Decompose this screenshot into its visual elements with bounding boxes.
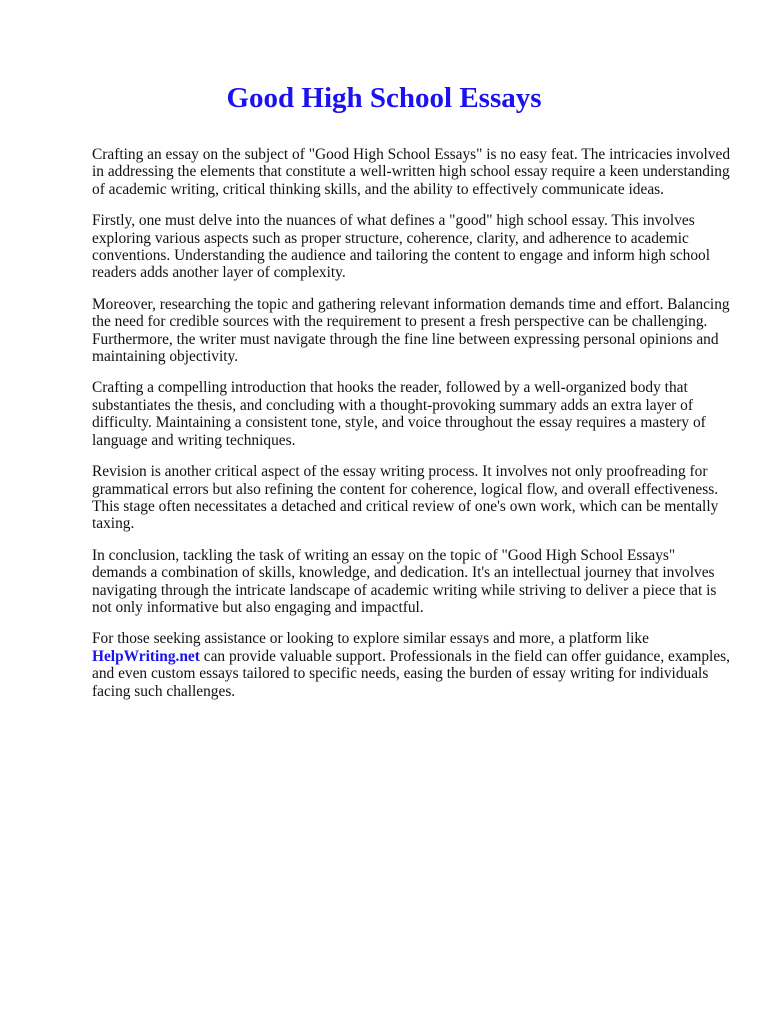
paragraph-closing — [92, 630, 732, 700]
paragraph-intro: Crafting an essay on the subject of "Good High School Essays" is no easy feat. The intricacies involved in addressing the elements that constitute a well-written high school essay require a keen understanding of academic writing, critical thinking skills, and the ability to effectively communicate ideas. — [92, 146, 731, 198]
paragraph-defining-good-essay: Firstly, one must delve into the nuances of what defines a "good" high school essay. This involves exploring various aspects such as proper structure, coherence, clarity, and adherence to academic conventions. Understanding the audience and tailoring the content to engage and inform high school readers adds another layer of complexity. — [92, 212, 711, 282]
helpwriting-link[interactable]: HelpWriting.net — [92, 647, 200, 665]
document-body — [92, 146, 732, 700]
closing-text-before-link: For those seeking assistance or looking to explore similar essays and more, a platform like — [92, 630, 649, 648]
paragraph-conclusion: In conclusion, tackling the task of writing an essay on the topic of "Good High School Essays" demands a combination of skills, knowledge, and dedication. It's an intellectual journey that involves navigating through the intricate landscape of academic writing while striving to deliver a piece that is not only informative but also engaging and impactful. — [92, 546, 717, 616]
paragraph-research: Moreover, researching the topic and gathering relevant information demands time and effort. Balancing the need for credible sources with the requirement to present a fresh perspective can be challenging. Furthermore, the writer must navigate through the fine line between expressing personal opinions and maintaining objectivity. — [92, 295, 730, 366]
paragraph-structure: Crafting a compelling introduction that hooks the reader, followed by a well-organized body that substantiates the thesis, and concluding with a thought-provoking summary adds an extra layer of difficulty. Maintaining a consistent tone, style, and voice throughout the essay requires a mastery of language and writing techniques. — [92, 379, 706, 449]
paragraph-revision: Revision is another critical aspect of the essay writing process. It involves not only proofreading for grammatical errors but also refining the content for coherence, logical flow, and overall effectiveness. This stage often necessitates a detached and critical review of one's own work, which can be mentally taxing. — [92, 463, 719, 533]
document-title: Good High School Essays — [226, 82, 542, 114]
closing-text-after-link: can provide valuable support. Professionals in the field can offer guidance, examples, and even custom essays tailored to specific needs, easing the burden of essay writing for individuals facing such challenges. — [92, 647, 730, 700]
